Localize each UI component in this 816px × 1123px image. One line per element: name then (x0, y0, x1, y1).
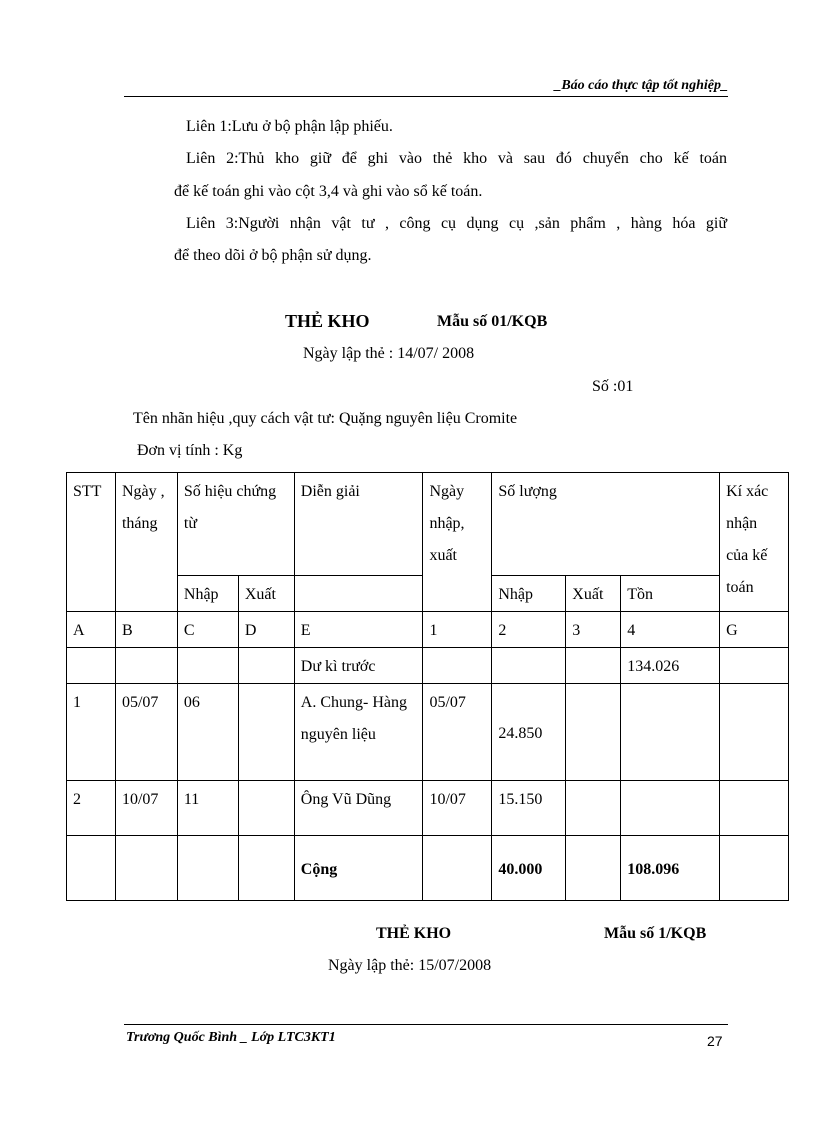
total-label: Cộng (294, 836, 423, 901)
header-divider (124, 96, 728, 97)
lien-3-line-2: để theo dõi ở bộ phận sử dụng. (174, 247, 372, 264)
table-code-row (67, 612, 789, 648)
col-quantity-header: Số lượng (492, 473, 720, 576)
voucher-out-header: Xuất (238, 576, 294, 612)
card2-title: THẺ KHO (376, 925, 452, 942)
opening-balance-label: Dư kì trước (294, 648, 423, 684)
card1-date: Ngày lập thẻ : 14/07/ 2008 (303, 345, 475, 362)
col-description-header: Diễn giải (294, 473, 423, 576)
code-cell: 4 (621, 612, 720, 648)
row-voucher-in: 06 (177, 684, 238, 781)
row-voucher-out (238, 781, 294, 836)
qty-out-header: Xuất (566, 576, 621, 612)
row-qty-in: 24.850 (492, 684, 566, 781)
total-row (67, 836, 789, 901)
row-stock (621, 781, 720, 836)
card1-form-number: Mẫu số 01/KQB (437, 313, 548, 330)
code-cell: 3 (566, 612, 621, 648)
col-stt-header: STT (67, 473, 116, 612)
lien-2-line-2: để kế toán ghi vào cột 3,4 và ghi vào sổ kế toán. (174, 183, 483, 200)
footer-author: Trương Quốc Bình _ Lớp LTC3KT1 (126, 1030, 336, 1045)
row-date: 05/07 (115, 684, 177, 781)
card1-title: THẺ KHO (285, 311, 370, 331)
row-qty-out (566, 684, 621, 781)
row-io-date: 10/07 (423, 781, 492, 836)
row-voucher-out (238, 684, 294, 781)
code-cell: 1 (423, 612, 492, 648)
lien-1-text: Liên 1:Lưu ở bộ phận lập phiếu. (186, 118, 393, 135)
card1-material-spec: Tên nhãn hiệu ,quy cách vật tư: Quặng nguyên liệu Cromite (133, 410, 518, 427)
row-description: A. Chung- Hàng nguyên liệu (294, 684, 423, 781)
row-stock (621, 684, 720, 781)
code-cell: D (238, 612, 294, 648)
stock-card-table (66, 472, 789, 901)
card1-number: Số :01 (592, 378, 634, 395)
description-subheader (294, 576, 423, 612)
col-date-header: Ngày , tháng (115, 473, 177, 612)
total-stock: 108.096 (621, 836, 720, 901)
row-stt: 2 (67, 781, 116, 836)
row-qty-out (566, 781, 621, 836)
row-date: 10/07 (115, 781, 177, 836)
footer-divider (124, 1024, 728, 1025)
code-cell: A (67, 612, 116, 648)
lien-2-line-1: Liên 2:Thủ kho giữ để ghi vào thẻ kho và sau đó chuyển cho kế toán (186, 150, 727, 167)
code-cell: E (294, 612, 423, 648)
code-cell: 2 (492, 612, 566, 648)
table-header-row (67, 473, 789, 576)
opening-balance-stock: 134.026 (621, 648, 720, 684)
row-description: Ông Vũ Dũng (294, 781, 423, 836)
code-cell: G (720, 612, 789, 648)
card1-unit: Đơn vị tính : Kg (137, 442, 243, 459)
lien-3-line-1: Liên 3:Người nhận vật tư , công cụ dụng cụ ,sản phẩm , hàng hóa giữ (186, 215, 727, 232)
report-header-title: _Báo cáo thực tập tốt nghiệp_ (554, 78, 728, 93)
row-signature (720, 781, 789, 836)
qty-in-header: Nhập (492, 576, 566, 612)
page-number: 27 (707, 1033, 723, 1049)
card2-date: Ngày lập thẻ: 15/07/2008 (328, 957, 492, 974)
qty-stock-header: Tồn (621, 576, 720, 612)
col-signature-header: Kí xác nhận của kế toán (720, 473, 789, 612)
row-qty-in: 15.150 (492, 781, 566, 836)
row-voucher-in: 11 (177, 781, 238, 836)
col-io-date-header: Ngày nhập, xuất (423, 473, 492, 612)
opening-balance-row (67, 648, 789, 684)
row-stt: 1 (67, 684, 116, 781)
code-cell: C (177, 612, 238, 648)
row-signature (720, 684, 789, 781)
code-cell: B (115, 612, 177, 648)
voucher-in-header: Nhập (177, 576, 238, 612)
card2-form-number: Mẫu số 1/KQB (604, 925, 707, 942)
table-row (67, 684, 789, 781)
col-voucher-header: Số hiệu chứng từ (177, 473, 294, 576)
row-io-date: 05/07 (423, 684, 492, 781)
total-qty-in: 40.000 (492, 836, 566, 901)
table-row (67, 781, 789, 836)
